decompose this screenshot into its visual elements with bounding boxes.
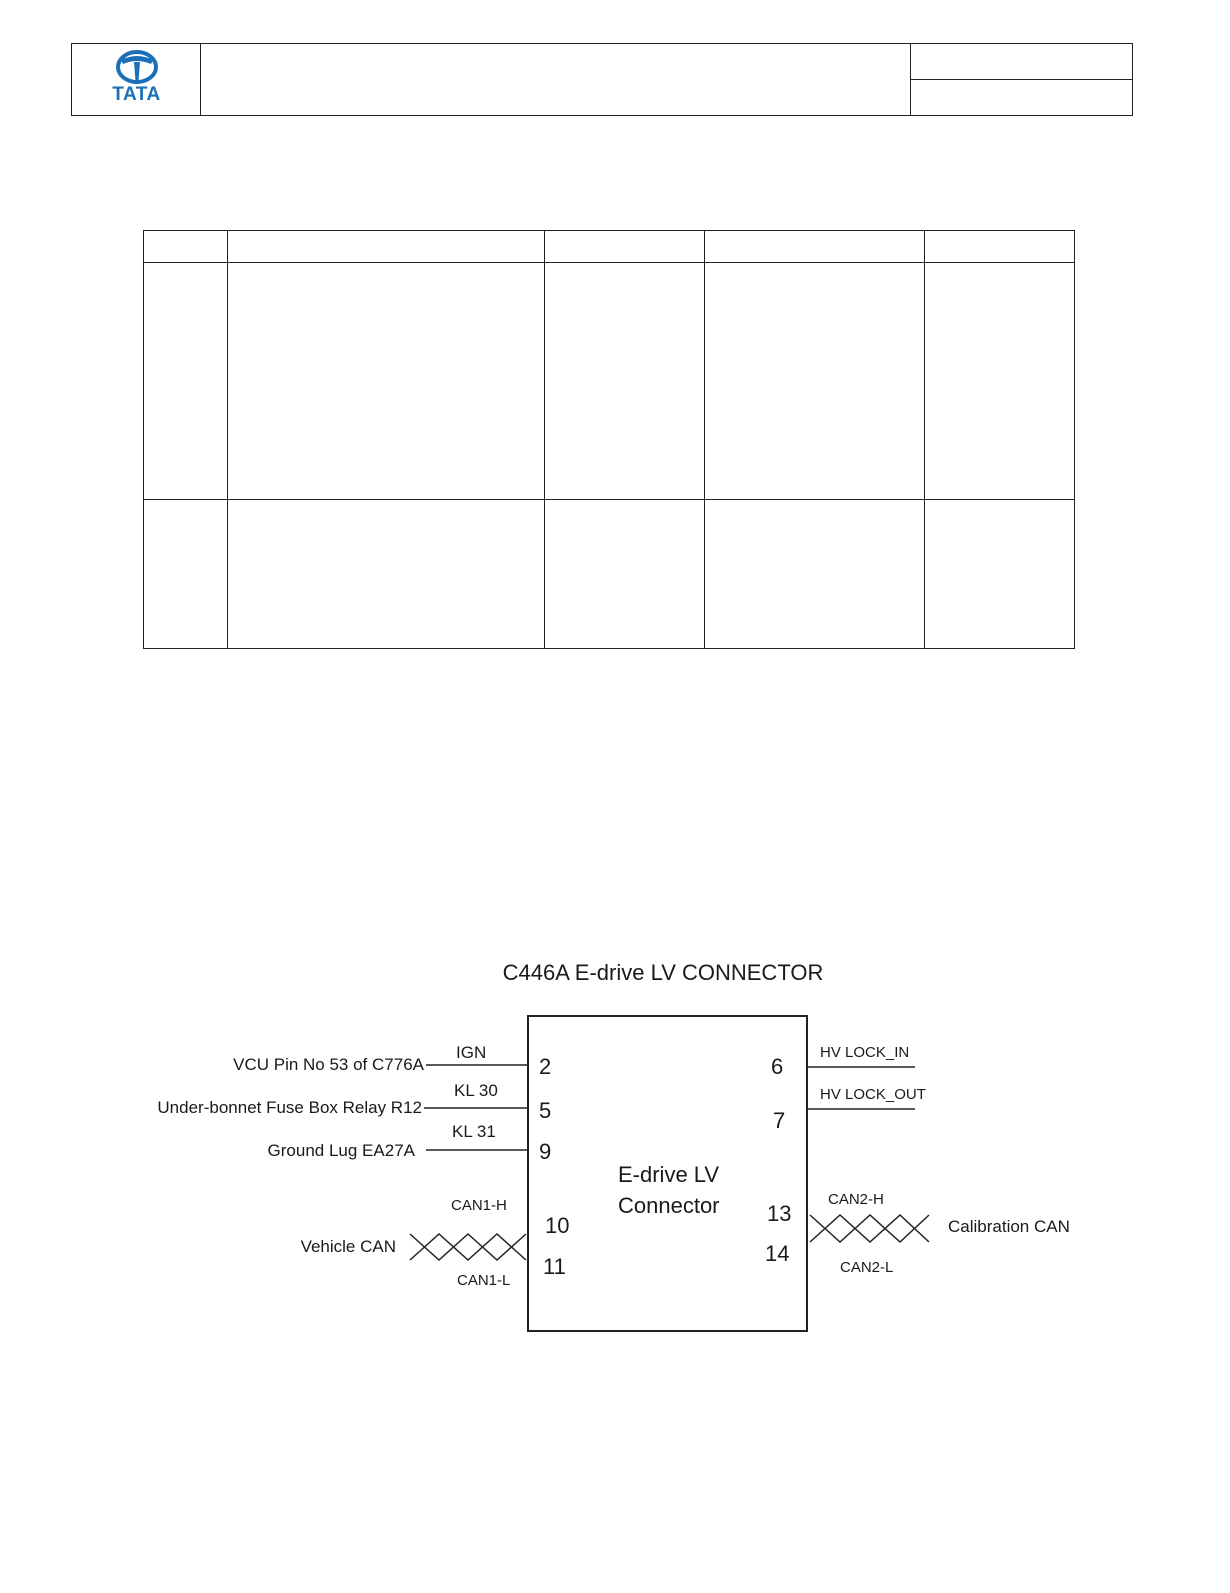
pin-11: 11: [543, 1254, 566, 1279]
header-info-cell: [910, 44, 1132, 115]
document-header: [71, 43, 1133, 116]
source-vcu: VCU Pin No 53 of C776A: [233, 1055, 424, 1074]
table-row-divider: [144, 499, 1074, 500]
table-column-divider: [704, 231, 705, 648]
header-divider: [911, 79, 1132, 80]
table-column-divider: [924, 231, 925, 648]
pin-9: 9: [539, 1139, 552, 1164]
can2-l-label: CAN2-L: [840, 1259, 894, 1276]
can2-h-label: CAN2-H: [828, 1191, 884, 1208]
box-label-line1: E-drive LV: [618, 1162, 720, 1187]
vehicle-can-label: Vehicle CAN: [300, 1237, 396, 1256]
source-ground-lug: Ground Lug EA27A: [267, 1141, 415, 1160]
signal-hv-lock-in: HV LOCK_IN: [820, 1044, 910, 1061]
calibration-can-twisted-pair: [810, 1215, 929, 1242]
source-fuse-box: Under-bonnet Fuse Box Relay R12: [157, 1098, 422, 1117]
table-column-divider: [544, 231, 545, 648]
logo-cell: [72, 44, 201, 115]
diagram-title: C446A E-drive LV CONNECTOR: [502, 960, 824, 985]
logo-wordmark: TATA: [112, 84, 161, 105]
box-label-line2: Connector: [618, 1193, 720, 1218]
table-row-divider: [144, 262, 1074, 263]
signal-kl30: KL 30: [454, 1081, 498, 1100]
signal-ign: IGN: [456, 1043, 487, 1062]
pin-2: 2: [539, 1054, 552, 1079]
can1-h-label: CAN1-H: [451, 1197, 507, 1214]
pin-10: 10: [545, 1213, 570, 1238]
signal-hv-lock-out: HV LOCK_OUT: [820, 1086, 926, 1103]
calibration-can-label: Calibration CAN: [948, 1217, 1070, 1236]
vehicle-can-twisted-pair: [410, 1234, 526, 1260]
signal-kl31: KL 31: [452, 1122, 496, 1141]
tata-emblem-icon: [115, 50, 159, 84]
pin-13: 13: [767, 1201, 792, 1226]
empty-table: [143, 230, 1075, 649]
can1-l-label: CAN1-L: [457, 1272, 511, 1289]
table-column-divider: [227, 231, 228, 648]
pin-14: 14: [765, 1241, 790, 1266]
pin-6: 6: [771, 1054, 784, 1079]
pin-7: 7: [773, 1108, 786, 1133]
connector-diagram: [0, 940, 1230, 1360]
pin-5: 5: [539, 1098, 552, 1123]
